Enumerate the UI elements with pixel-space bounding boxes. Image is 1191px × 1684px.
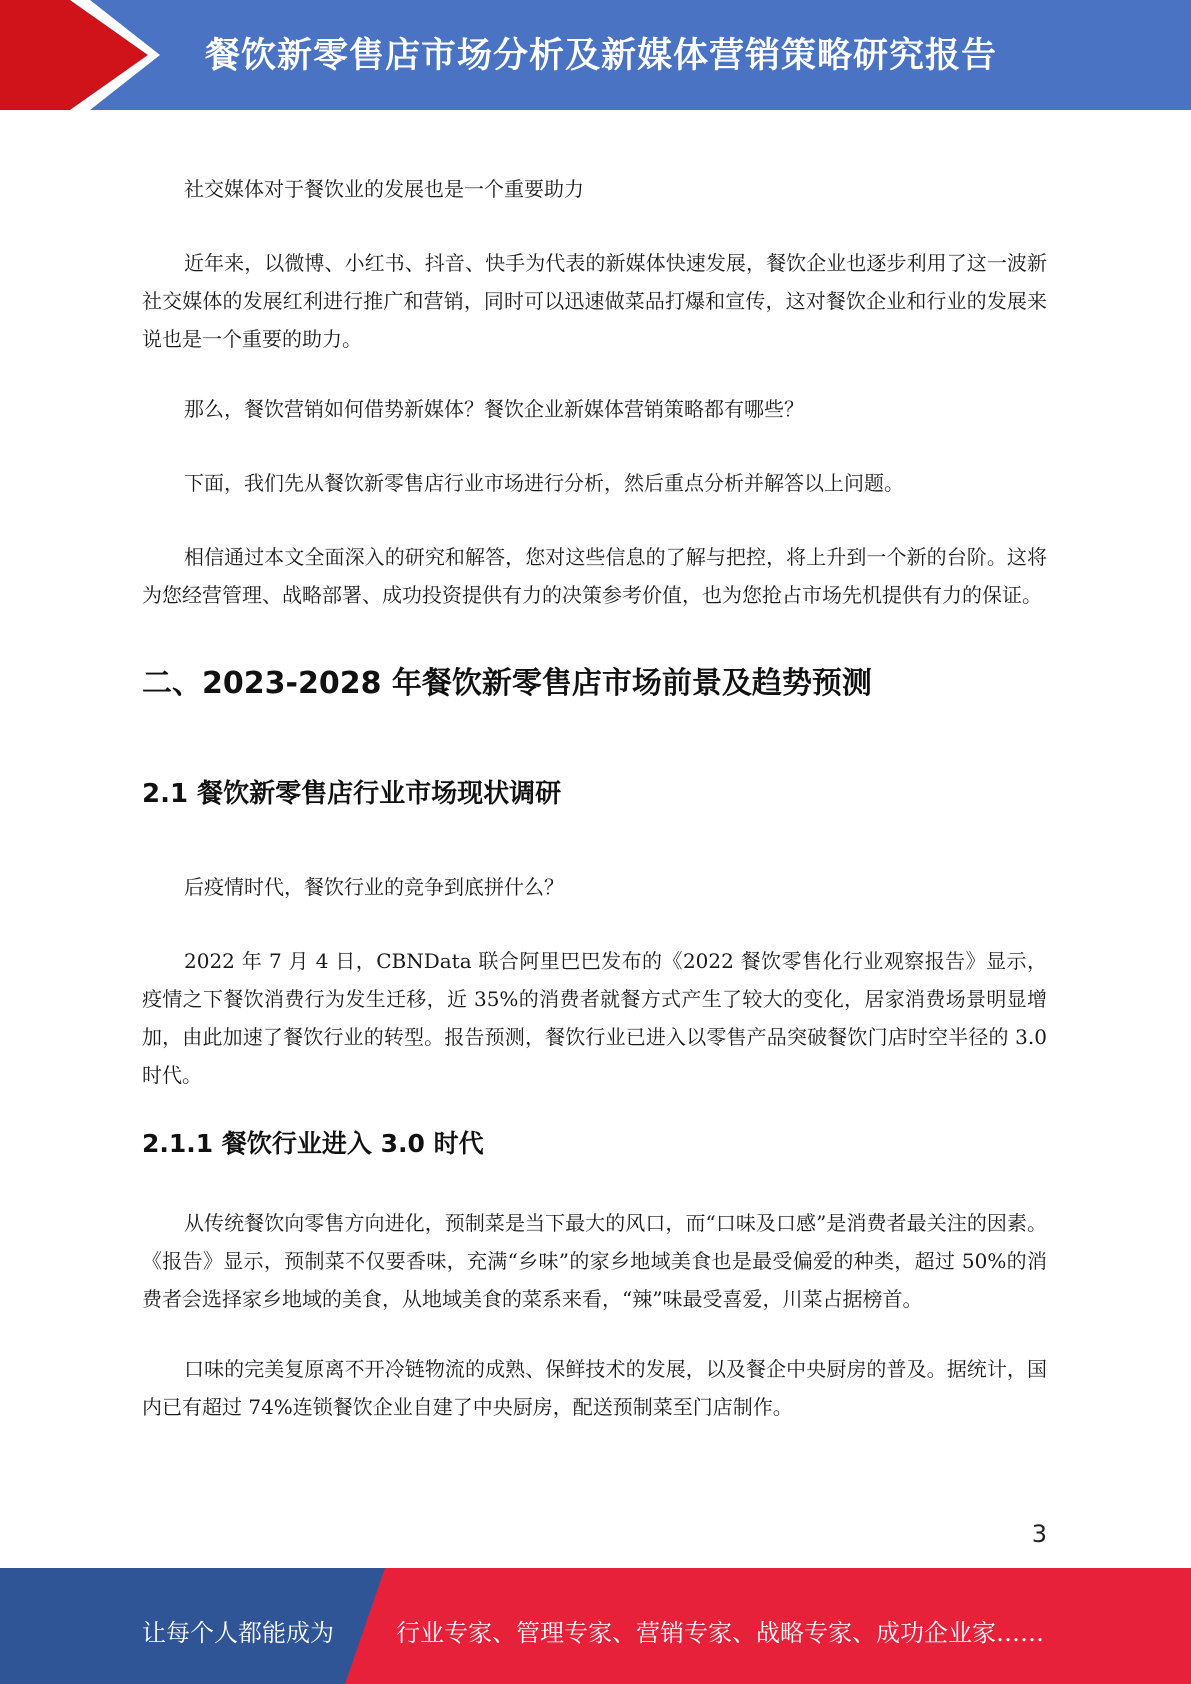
subsubsection-heading: 2.1.1 餐饮行业进入 3.0 时代 [142,1129,484,1158]
header-title: 餐饮新零售店市场分析及新媒体营销策略研究报告 [205,36,998,76]
subsection-heading: 2.1 餐饮新零售店行业市场现状调研 [142,779,562,809]
document-body [142,170,1047,1458]
page-header [0,0,1191,110]
paragraph: 相信通过本文全面深入的研究和解答，您对这些信息的了解与把控，将上升到一个新的台阶。这将为您经营管理、战略部署、成功投资提供有力的决策参考价值，也为您抢占市场先机提供有力的保证。 [142,545,1047,607]
paragraph: 从传统餐饮向零售方向进化，预制菜是当下最大的风口，而“口味及口感”是消费者最关注的因素。《报告》显示，预制菜不仅要香味，充满“乡味”的家乡地域美食也是最受偏爱的种类，超过 50%的消费者会选择家乡地域的美食，从地域美食的菜系来看，“辣”味最受喜爱，川菜占据榜首。 [142,1211,1047,1311]
page-number: 3 [1031,1520,1047,1548]
paragraph: 社交媒体对于餐饮业的发展也是一个重要助力 [184,177,584,201]
section-heading: 二、2023-2028 年餐饮新零售店市场前景及趋势预测 [142,666,872,701]
paragraph: 下面，我们先从餐饮新零售店行业市场进行分析，然后重点分析并解答以上问题。 [184,471,904,495]
paragraph: 2022 年 7 月 4 日，CBNData 联合阿里巴巴发布的《2022 餐饮零售化行业观察报告》显示，疫情之下餐饮消费行为发生迁移，近 35%的消费者就餐方式产生了较大的变化，居家消费场景明显增加，由此加速了餐饮行业的转型。报告预测，餐饮行业已进入以零售产品突破餐饮门店时空半径的 3.0 时代。 [142,949,1047,1087]
paragraph: 那么，餐饮营销如何借势新媒体？餐饮企业新媒体营销策略都有哪些？ [184,397,804,421]
footer-slogan-right: 行业专家、管理专家、营销专家、战略专家、成功企业家…… [396,1619,1044,1647]
footer-slogan-left: 让每个人都能成为 [142,1619,334,1647]
header-chevron-decoration [0,0,160,110]
paragraph: 后疫情时代，餐饮行业的竞争到底拼什么？ [184,875,564,899]
paragraph: 口味的完美复原离不开冷链物流的成熟、保鲜技术的发展，以及餐企中央厨房的普及。据统计，国内已有超过 74%连锁餐饮企业自建了中央厨房，配送预制菜至门店制作。 [142,1357,1047,1419]
page-footer [0,1568,1191,1684]
paragraph: 近年来，以微博、小红书、抖音、快手为代表的新媒体快速发展，餐饮企业也逐步利用了这一波新社交媒体的发展红利进行推广和营销，同时可以迅速做菜品打爆和宣传，这对餐饮企业和行业的发展来说也是一个重要的助力。 [142,251,1047,351]
